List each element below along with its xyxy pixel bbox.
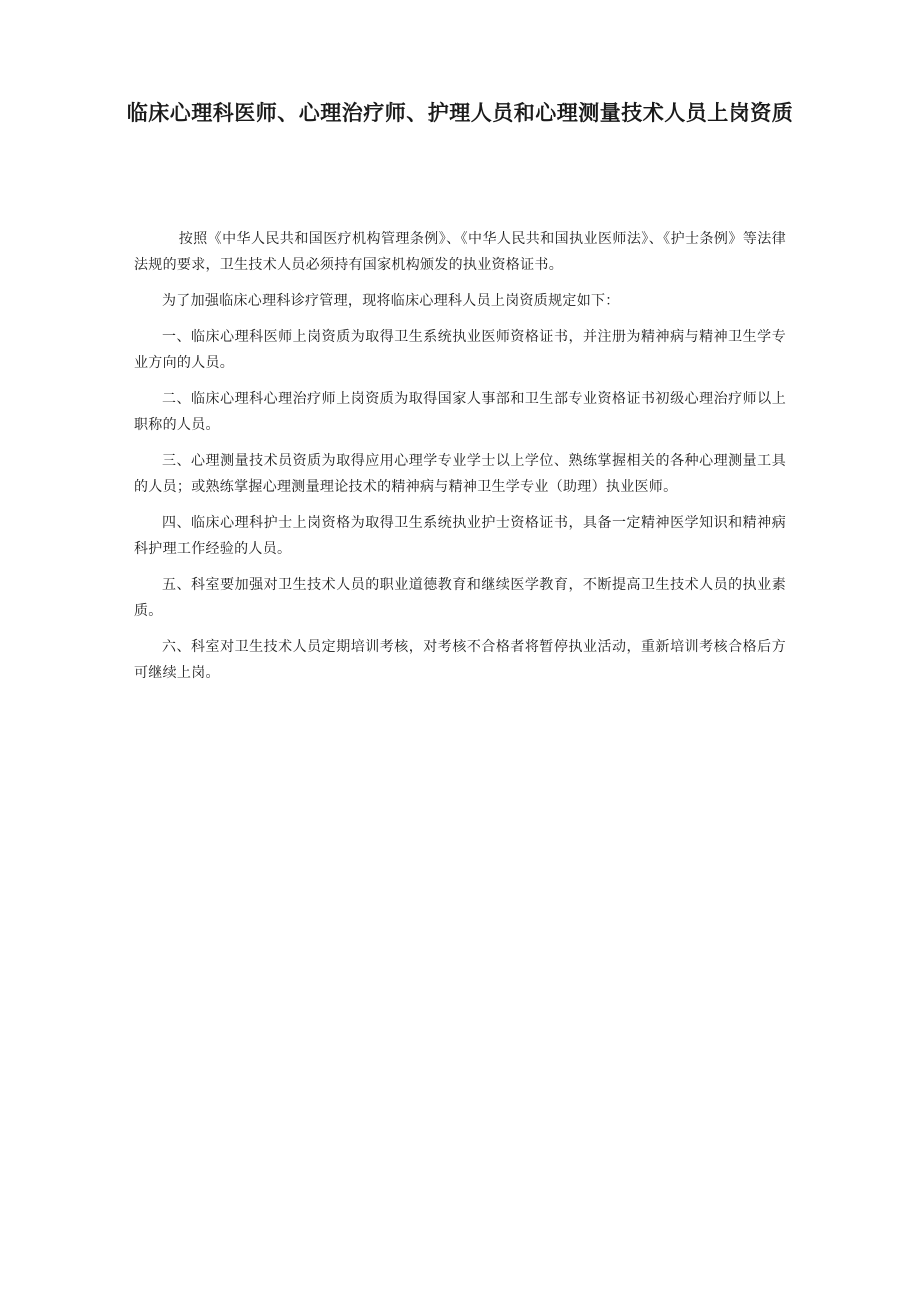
paragraph-legal-basis: 按照《中华人民共和国医疗机构管理条例》、《中华人民共和国执业医师法》、《护士条例》等法律法规的要求，卫生技术人员必须持有国家机构颁发的执业资格证书。: [134, 231, 786, 273]
paragraph-item-5: 五、科室要加强对卫生技术人员的职业道德教育和继续医学教育，不断提高卫生技术人员的执业素质。: [134, 577, 786, 619]
paragraph-item-4: 四、临床心理科护士上岗资格为取得卫生系统执业护士资格证书，具备一定精神医学知识和精神病科护理工作经验的人员。: [134, 515, 786, 557]
document-title: 临床心理科医师、心理治疗师、护理人员和心理测量技术人员上岗资质: [126, 100, 794, 125]
paragraph-item-6: 六、科室对卫生技术人员定期培训考核，对考核不合格者将暂停执业活动，重新培训考核合格后方可继续上岗。: [134, 639, 786, 681]
paragraph-item-2: 二、临床心理科心理治疗师上岗资质为取得国家人事部和卫生部专业资格证书初级心理治疗师以上职称的人员。: [134, 391, 786, 433]
document-body: [134, 226, 786, 696]
paragraph-intro: 为了加强临床心理科诊疗管理，现将临床心理科人员上岗资质规定如下：: [162, 293, 620, 309]
paragraph-item-1: 一、临床心理科医师上岗资质为取得卫生系统执业医师资格证书，并注册为精神病与精神卫生学专业方向的人员。: [134, 329, 786, 371]
paragraph-item-3: 三、心理测量技术员资质为取得应用心理学专业学士以上学位、熟练掌握相关的各种心理测量工具的人员；或熟练掌握心理测量理论技术的精神病与精神卫生学专业（助理）执业医师。: [134, 453, 786, 495]
